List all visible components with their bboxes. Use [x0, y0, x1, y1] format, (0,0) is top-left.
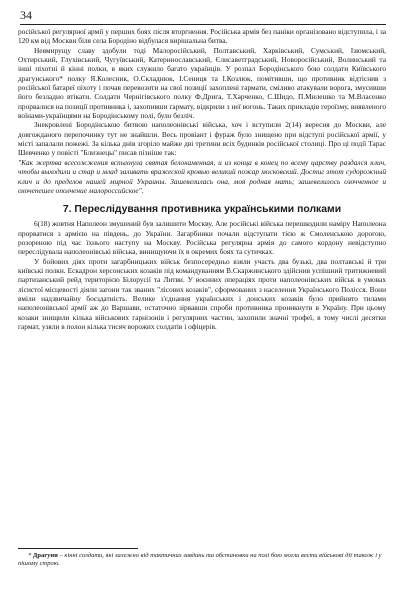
footnote-term: Драгуни [32, 552, 58, 559]
top-paragraph: російської регулярної армії у перших боях після вторгнення. Російська армія без паніки організовано відступила, і за 120 км від Москви біля села Бородіно відбулася вирішальна битва. [18, 27, 386, 46]
top-paragraphs [18, 27, 386, 195]
top-paragraph: Невмирущу славу здобули тоді Малоросійський, Полтавський, Харківський, Сумський, Ізюмський, Охтирський, Глухівський, Чугуївський, Катеринославський, Єлисаветградський, Новоросійський, Волинський та інші піхотні й кінні полки, в яких служило багато українців. У розпал Бородінського бою солдати Київського драгунського* полку Я.Колесник, О.Складнюк, І.Сениця та І.Козлюк, помітивши, що противник відтіснив з російської батареї піхоту і почав перевозити на свої позиції захоплені гармати, сміливо атакували ворога, змусивши його безладно втікати. Солдати Чернігівського полку Ф.Дрига, Т.Харченко, С.Шидо, П.Милешко та М.Власенко прорвалися на позиції противника і, захопивши гармату, відкрили з неї вогонь. Таких прикладів героїзму, виявленого воїнами-українцями на Бородінському полі, було безліч. [18, 45, 386, 121]
top-paragraph: "Как жертва всесожжения вспыхнула святая белокаменная, и из конца в конец по всему царству раздался клич, чтобы выходили и стар и млад заливать вражеской кровью великий пожар московский. Достиг этот судорожный клич и до пределов нашей мирной Украины. Зашевелилась она, моя родная мать; зашевелилось озочченное и охочепешее ополчение малороссийское". [18, 157, 386, 195]
section-heading: 7. Переслідування противника українськими полками [62, 204, 342, 216]
footnote-definition: – кінні солдати, які залежно від тактичних завдань та обстановки на полі бою могли вести військові дії також і у пішому строю. [18, 552, 382, 568]
footnote-rule [18, 548, 138, 549]
footnote-marker: * [28, 552, 33, 559]
bottom-paragraphs [18, 219, 386, 331]
page-number: 34 [20, 8, 386, 25]
footnote-text [18, 552, 386, 568]
top-paragraph: Знекровлені Бородінською битвою наполеонівські війська, хоч і вступили 2(14) вересня до Москви, але довгожданого перепочинку тут не знайшли. Весь провіант і фураж було знищено при відступі російської армії, у місті запалали пожежі. За кілька днів згоріло майже дві третини всіх будинків російської столиці. Про ці події Тарас Шевченко у повісті "Близнецы" писав пізніше так: [18, 120, 386, 158]
bottom-paragraph: У бойових діях проти загарбницьких військ безпосередньо взяли участь два бузькі, два полтавські й три київські полки. Ескадрон херсонських козаків під командуванням В.Скаржинського здійснив успішний тритижневий партизанський рейд територією Білорусії та Литви. У воєнних операціях проти наполеонівських військ в умовах лісистої місцевості діяли загони так званих "лісових козаків", сформованих з населення Українського Полісся. Вони вміли надзвичайну боєздатність. Велике з'єднання українських і донських козаків було прийнято тилами наполеонівської армії аж до Варшави, остаточно зірвавши спроби противника проникнути в Україну. При цьому козаки знищили кілька військових гарнізонів і регулярних частин, захопили значні трофеї, в тому числі десятки гармат, узяли в полон кілька тисяч ворожих солдатів і офіцерів. [18, 256, 386, 331]
footnote [18, 548, 386, 568]
bottom-paragraph: 6(18) жовтня Наполеон змушений був залишити Москву. Але російські війська перешкодили наміру Наполеона прорватися з армією на південь, до України. Загарбники почали відступати тією ж Смоленською дорогою, розореною під час їхнього наступу на Москву. Російська регулярна армія до самого кордону невідступно переслідувала наполеонівські війська, винищуючи їх в окремих боях та сутичках. [18, 219, 386, 257]
body-text [18, 27, 386, 331]
